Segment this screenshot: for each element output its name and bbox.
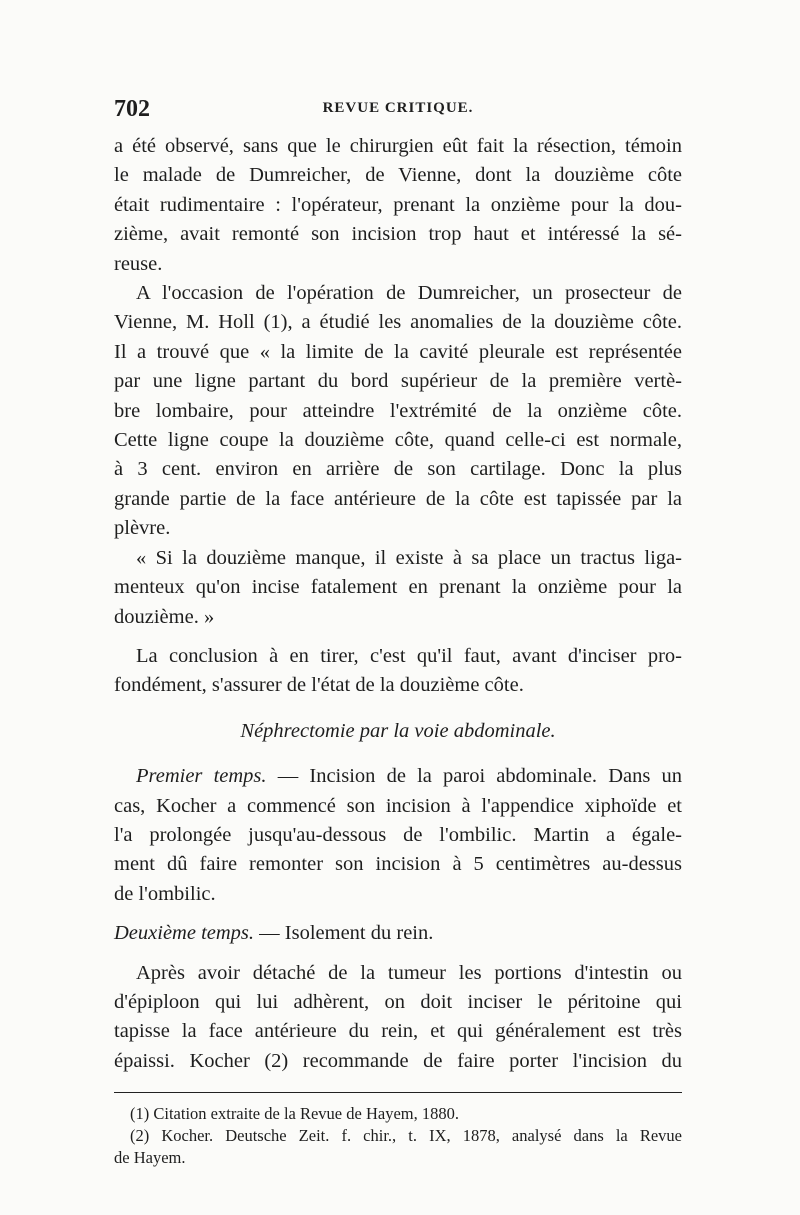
step-text: — Isolement du rein. bbox=[259, 922, 434, 945]
section-heading: Néphrectomie par la voie abdominale. bbox=[240, 719, 556, 742]
footnote-2: (2) Kocher. Deutsche Zeit. f. chir., t. IX, 1878, analysé dans la Revue bbox=[130, 1126, 682, 1146]
body-text bbox=[114, 132, 682, 1076]
paragraph bbox=[114, 642, 682, 701]
text-line bbox=[114, 919, 682, 948]
text-line: zième, avait remonté son incision trop haut et intéressé la sé- bbox=[114, 223, 682, 246]
text-line: a été observé, sans que le chirurgien eût fait la résection, témoin bbox=[114, 135, 682, 157]
text-line bbox=[114, 762, 682, 791]
text-line: grande partie de la face antérieure de la côte est tapissée par la bbox=[114, 487, 682, 510]
text-line: Cette ligne coupe la douzième côte, quand celle-ci est normale, bbox=[114, 429, 682, 452]
text-line: à 3 cent. environ en arrière de son cartilage. Donc la plus bbox=[114, 458, 682, 481]
text-line: cas, Kocher a commencé son incision à l'appendice xiphoïde et bbox=[114, 794, 682, 817]
paragraph-premier-temps bbox=[114, 762, 682, 909]
text-line: plèvre. bbox=[114, 517, 171, 540]
footnote-2-continued: de Hayem. bbox=[114, 1148, 186, 1168]
step-text: — Incision de la paroi abdominale. Dans un bbox=[277, 765, 683, 788]
text-line: ment dû faire remonter son incision à 5 centimètres au-dessus bbox=[114, 853, 682, 876]
paragraph bbox=[114, 959, 682, 1077]
text-line: Il a trouvé que « la limite de la cavité pleurale est représentée bbox=[114, 340, 682, 363]
text-line: par une ligne partant du bord supérieur de la première vertè- bbox=[114, 370, 682, 393]
page-number: 702 bbox=[114, 96, 150, 122]
text-line: « Si la douzième manque, il existe à sa place un tractus liga- bbox=[136, 546, 682, 569]
footnotes bbox=[114, 1103, 682, 1169]
text-line: Après avoir détaché de la tumeur les portions d'intestin ou bbox=[136, 961, 682, 984]
page-header bbox=[114, 96, 682, 132]
text-line: menteux qu'on incise fatalement en prenant la onzième pour la bbox=[114, 576, 682, 599]
book-page bbox=[114, 96, 682, 1169]
step-label: Deuxième temps. bbox=[114, 922, 255, 945]
text-line: bre lombaire, pour atteindre l'extrémité de la onzième côte. bbox=[114, 399, 682, 422]
text-line: douzième. » bbox=[114, 605, 215, 628]
footnote-divider bbox=[114, 1092, 682, 1093]
paragraph bbox=[114, 279, 682, 544]
text-line: d'épiploon qui lui adhèrent, on doit inciser le péritoine qui bbox=[114, 990, 682, 1013]
text-line: de l'ombilic. bbox=[114, 882, 216, 905]
paragraph bbox=[114, 544, 682, 632]
text-line: tapisse la face antérieure du rein, et qui généralement est très bbox=[114, 1020, 682, 1043]
text-line: épaissi. Kocher (2) recommande de faire porter l'incision du bbox=[114, 1049, 682, 1072]
text-line: La conclusion à en tirer, c'est qu'il faut, avant d'inciser pro- bbox=[136, 644, 682, 667]
running-title: REVUE CRITIQUE. bbox=[322, 100, 474, 116]
text-line: reuse. bbox=[114, 252, 163, 275]
step-label: Premier temps. bbox=[136, 765, 267, 788]
text-line: fondément, s'assurer de l'état de la douzième côte. bbox=[114, 674, 524, 697]
paragraph-deuxieme-temps bbox=[114, 919, 682, 948]
paragraph bbox=[114, 132, 682, 279]
text-line: A l'occasion de l'opération de Dumreicher, un prosecteur de bbox=[136, 282, 682, 305]
footnote-1: (1) Citation extraite de la Revue de Hayem, 1880. bbox=[130, 1104, 459, 1124]
text-line: le malade de Dumreicher, de Vienne, dont la douzième côte bbox=[114, 164, 682, 187]
text-line: l'a prolongée jusqu'au-dessous de l'ombilic. Martin a égale- bbox=[114, 823, 682, 846]
text-line: était rudimentaire : l'opérateur, prenant la onzième pour la dou- bbox=[114, 193, 682, 216]
text-line: Vienne, M. Holl (1), a étudié les anomalies de la douzième côte. bbox=[114, 311, 682, 334]
